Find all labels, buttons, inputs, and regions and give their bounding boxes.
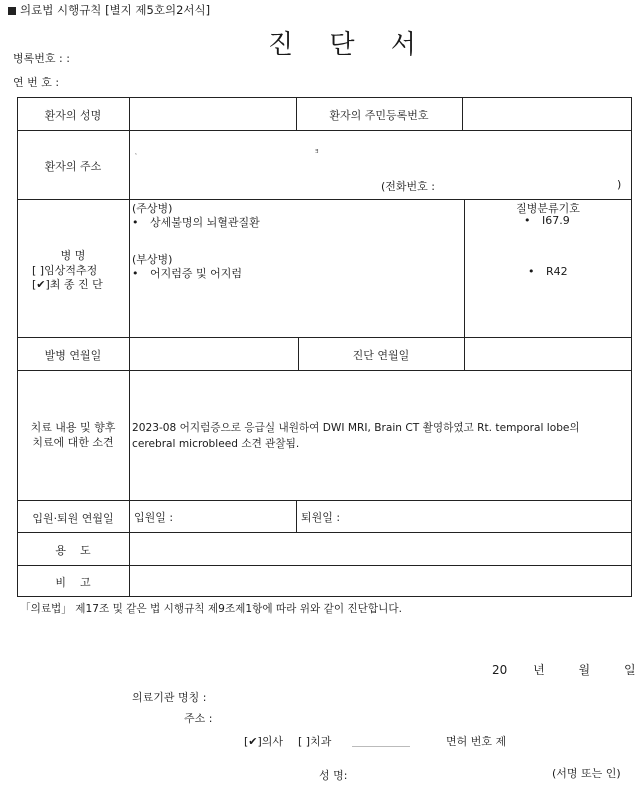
form-reference: 의료법 시행규칙 [별지 제5호의2서식] xyxy=(8,2,210,18)
diagnosis-date-field[interactable] xyxy=(465,338,631,369)
primary-diagnosis-item: • 상세불명의 뇌혈관질환 xyxy=(132,216,260,229)
page-title: 진 단 서 xyxy=(268,30,430,60)
treatment-label: 치료 내용 및 향후 치료에 대한 소견 xyxy=(30,421,116,449)
remarks-field[interactable] xyxy=(130,566,631,596)
admission-label: 입원·퇴원 연월일 xyxy=(32,512,114,525)
row-divider xyxy=(17,500,632,501)
square-bullet-icon xyxy=(8,7,16,15)
serial-number-label: 연 번 호 : xyxy=(13,76,60,89)
purpose-field[interactable] xyxy=(130,533,631,564)
remarks-label: 비 고 xyxy=(55,576,91,589)
admission-date-field[interactable]: 입원일 : xyxy=(134,511,174,524)
primary-disease-code: • I67.9 xyxy=(524,214,570,227)
treatment-opinion: 2023-08 어지럼증으로 응급실 내원하여 DWI MRI, Brain CT 촬영하였고 Rt. temporal lobe의 cerebral microbleed 소견 관찰됨. xyxy=(132,422,580,450)
patient-name-field[interactable] xyxy=(130,98,295,129)
column-divider xyxy=(296,500,297,532)
diagnosis-date-label: 진단 연월일 xyxy=(352,349,410,362)
signature-field[interactable] xyxy=(360,763,540,783)
address-mark-2: ᴲ xyxy=(315,149,319,159)
diagnosis-label: 병 명 xyxy=(60,249,86,262)
patient-rrn-label: 환자의 주민등록번호 xyxy=(329,109,429,122)
signature-note: (서명 또는 인) xyxy=(552,767,621,780)
legal-statement: 「의료법」 제17조 및 같은 법 시행규칙 제9조제1항에 따라 위와 같이 진단합니다. xyxy=(20,603,402,615)
onset-date-label: 발병 연월일 xyxy=(44,349,102,362)
bullet-icon: • xyxy=(524,214,531,227)
primary-diagnosis-header: (주상병) xyxy=(132,202,173,215)
patient-rrn-field[interactable] xyxy=(463,98,631,129)
purpose-label: 용 도 xyxy=(55,544,91,557)
onset-date-field[interactable] xyxy=(130,338,297,369)
row-divider xyxy=(17,370,632,371)
license-underline xyxy=(352,746,410,747)
column-divider xyxy=(464,199,465,337)
registration-number-label: 병록번호 : : xyxy=(13,52,70,65)
institution-name-label: 의료기관 명칭 : xyxy=(132,691,207,704)
phone-close: ) xyxy=(617,178,622,191)
issue-date: 20 년 월 일 xyxy=(492,663,636,677)
clinical-estimate-checkbox[interactable]: [ ]임상적추정 xyxy=(32,264,98,277)
secondary-diagnosis-item: • 어지럼증 및 어지럼 xyxy=(132,267,243,280)
disease-code-header: 질병분류기호 xyxy=(516,202,580,215)
bullet-icon: • xyxy=(528,265,535,278)
final-diagnosis-checkbox[interactable]: [✔]최 종 진 단 xyxy=(32,278,103,291)
secondary-disease-code: • R42 xyxy=(528,265,568,278)
signature-label: 성 명: xyxy=(319,769,348,782)
discharge-date-field[interactable]: 퇴원일 : xyxy=(301,511,341,524)
secondary-diagnosis-header: (부상병) xyxy=(132,253,173,266)
bullet-icon: • xyxy=(132,216,139,229)
dentist-checkbox[interactable]: [ ]치과 xyxy=(298,735,332,748)
patient-address-label: 환자의 주소 xyxy=(44,160,102,173)
institution-address-label: 주소 : xyxy=(184,712,213,725)
address-mark: ㆍ xyxy=(132,150,140,159)
phone-label: (전화번호 : xyxy=(381,180,435,193)
bullet-icon: • xyxy=(132,267,139,280)
patient-name-label: 환자의 성명 xyxy=(44,109,102,122)
doctor-checkbox[interactable]: [✔]의사 xyxy=(244,735,284,748)
license-number-label: 면허 번호 제 xyxy=(446,735,507,748)
